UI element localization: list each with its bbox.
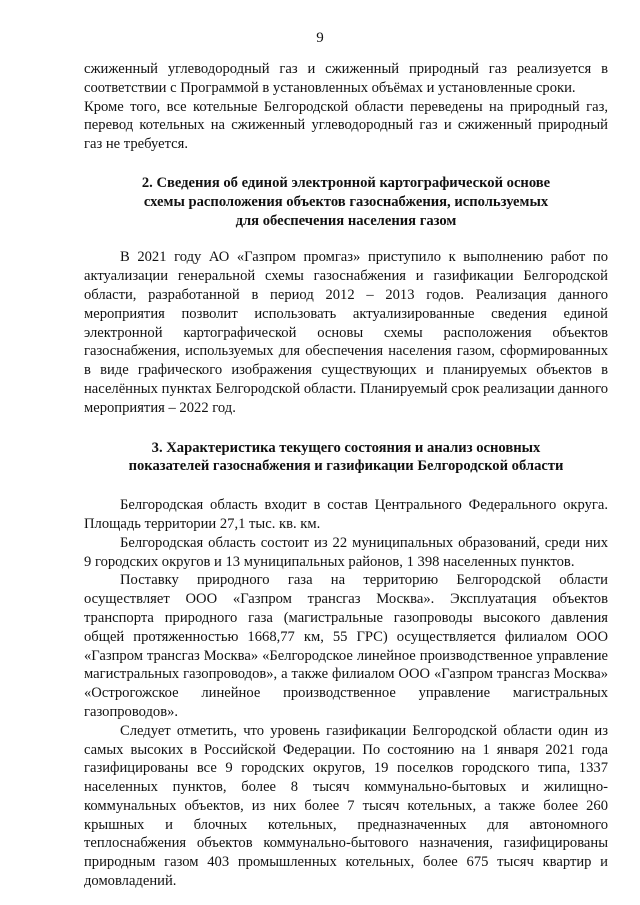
- section-3-paragraph-gas-supply: Поставку природного газа на территорию Белгородской области осуществляет ООО «Газпром трансгаз Москва». Эксплуатация объектов транспорта природного газа (магистральные газопроводы высокого давления общей протяженностью 1668,77 км, 55 ГРС) осуществляется филиалом ООО «Газпром трансгаз Москва» «Белгородское линейное производственное управление магистральных газопроводов», а также филиалом ООО «Газпром трансгаз Москва» «Острогожское линейное производственное управление магистральных газопроводов».: [84, 572, 608, 720]
- paragraph-continuation: сжиженный углеводородный газ и сжиженный природный газ реализуется в соответствии с Программой в установленных объёмах и установленные сроки.: [84, 61, 608, 96]
- paragraph-boilers: Кроме того, все котельные Белгородской области переведены на природный газ, перевод котельных на сжиженный углеводородный газ и сжиженный природный газ не требуется.: [84, 98, 608, 153]
- section-2-paragraph: В 2021 году АО «Газпром промгаз» приступило к выполнению работ по актуализации генеральной схемы газоснабжения и газификации Белгородской области, разработанной в период 2012 – 2013 годов. Реализация данного мероприятия позволит использовать актуализированные сведения единой электронной картографической основы схемы расположения объектов газоснабжения, используемых для обеспечения населения газом, сформированных в виде графического изображения существующих и планируемых объектов в населённых пунктах Белгородской области. Планируемый срок реализации данного мероприятия – 2022 год.: [84, 249, 608, 416]
- section-2-heading-line: 2. Сведения об единой электронной картографической основе: [141, 174, 551, 191]
- section-3-heading-line: 3. Характеристика текущего состояния и анализ основных: [151, 439, 541, 456]
- section-2-heading-line: схемы расположения объектов газоснабжения, используемых: [143, 193, 549, 210]
- section-3-paragraph-gasification-level: Следует отметить, что уровень газификации Белгородской области один из самых высоких в Российской Федерации. По состоянию на 1 января 2021 года газифицированы все 9 городских округов, 19 поселков городского типа, 1337 населенных пунктов, более 8 тысяч коммунально-бытовых и жилищно-коммунальных объектов, из них более 7 тысяч котельных, а также более 260 крышных и блочных котельных, предназначенных для автономного теплоснабжения объектов коммунально-бытового назначения, газифицированы природным газом 403 промышленных котельных, более 675 тысяч квартир и домовладений.: [84, 722, 608, 890]
- page-number: 9: [316, 30, 324, 46]
- document-body: [84, 60, 608, 891]
- section-2-heading-line: для обеспечения населения газом: [235, 212, 457, 229]
- section-3-paragraph-territory: Белгородская область входит в состав Центрального Федерального округа. Площадь территории 27,1 тыс. кв. км.: [84, 497, 608, 532]
- section-3-heading: [84, 439, 608, 477]
- section-2-heading: [84, 174, 608, 230]
- section-3-heading-line: показателей газоснабжения и газификации Белгородской области: [128, 458, 564, 475]
- section-3-paragraph-municipalities: Белгородская область состоит из 22 муниципальных образований, среди них 9 городских округов и 13 муниципальных районов, 1 398 населенных пунктов.: [84, 534, 608, 570]
